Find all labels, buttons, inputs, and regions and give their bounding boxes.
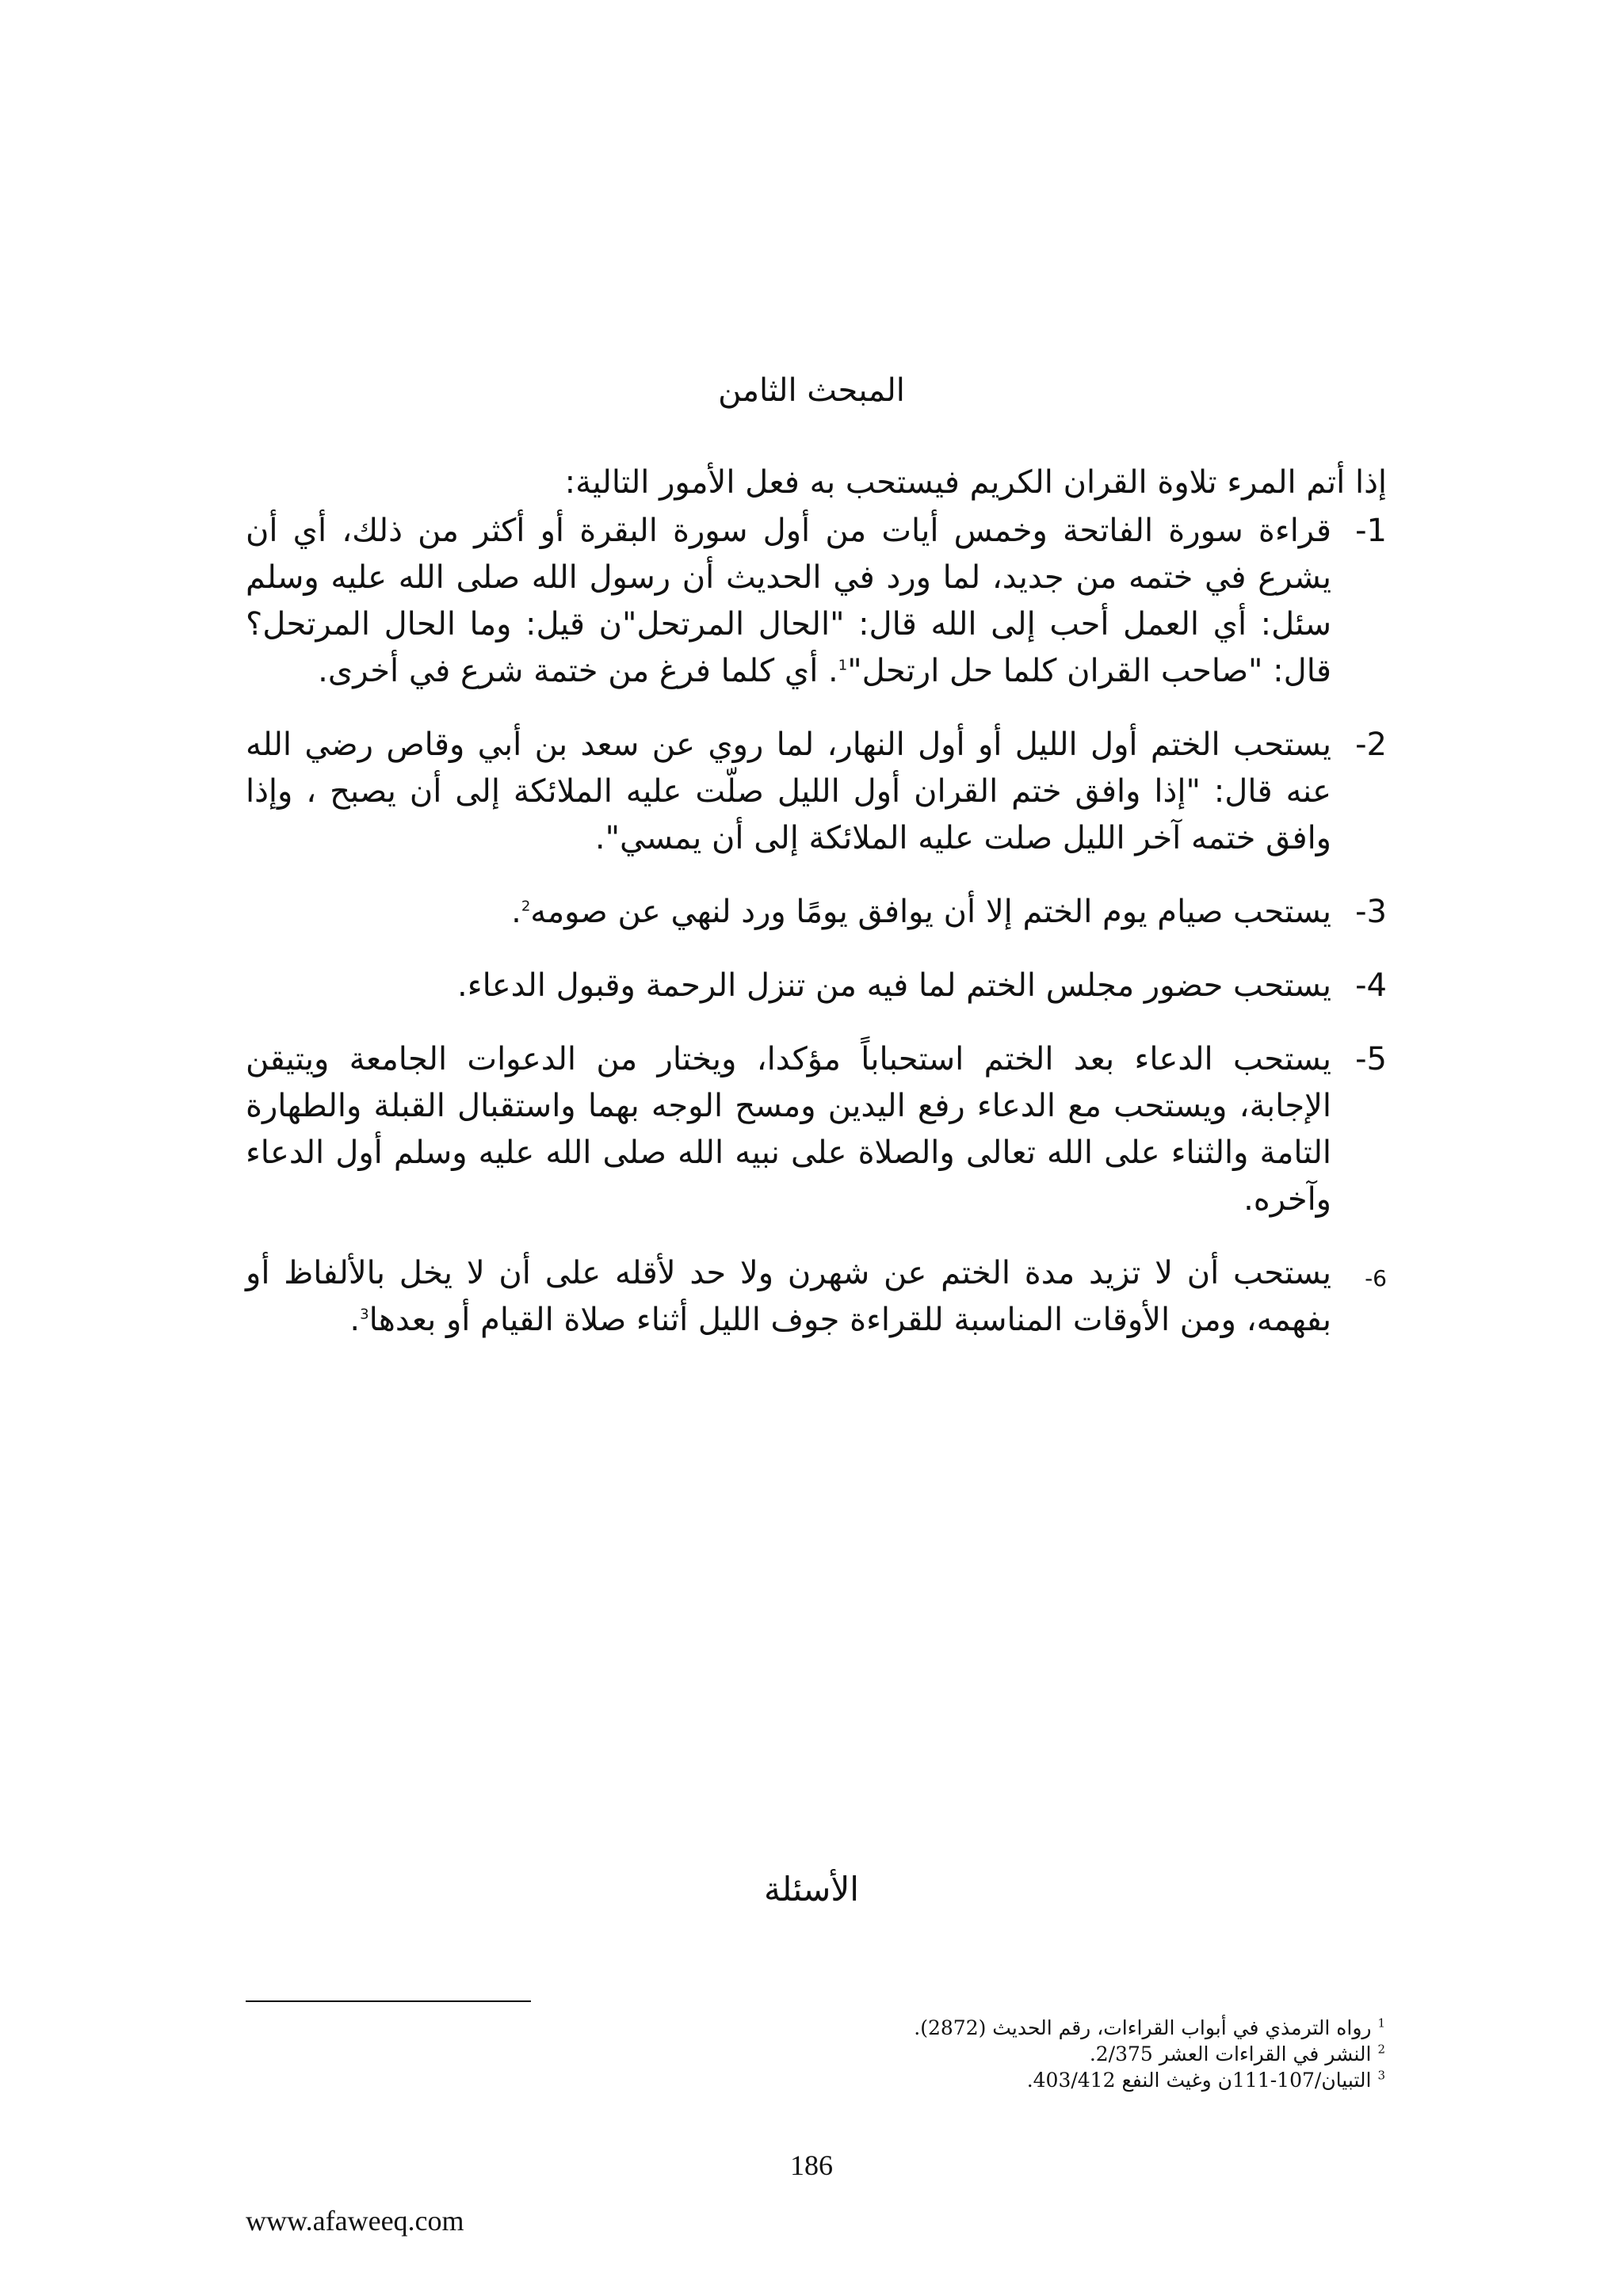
website-link[interactable]: www.afaweeq.com <box>246 2205 464 2237</box>
footnote-3: $^3$ التبيان/107-111ن وغيث النفع 403/412. <box>1026 2068 1385 2092</box>
footnote-2: $^2$ النشر في القراءات العشر 2/375. <box>1089 2042 1385 2065</box>
item-text: يستحب الختم أول الليل أو أول النهار، لما روي عن سعد بن أبي وقاص رضي الله عنه قال: "إذا وافق ختم القران أول الليل صلّت عليه الملائكة إلى أن يصبح ، وإذا وافق ختمه آخر الليل صلت عليه الملائكة إلى أن يمسي". <box>246 727 1331 856</box>
item-number: 2- <box>1355 727 1387 763</box>
footnote-ref[interactable]: 2 <box>521 898 531 915</box>
footnotes <box>276 2015 1385 2093</box>
item-number: 5- <box>1355 1041 1387 1077</box>
item-number: 6- <box>1365 1265 1387 1291</box>
list-item-5 <box>246 1036 1387 1223</box>
intro-paragraph: إذا أتم المرء تلاوة القران الكريم فيستحب به فعل الأمور التالية: <box>564 464 1387 501</box>
list-item-6 <box>246 1250 1387 1344</box>
footnote-ref[interactable]: 3 <box>360 1306 369 1323</box>
footnote-divider <box>246 2000 531 2002</box>
list-item-4 <box>246 963 1387 1009</box>
item-text: قراءة سورة الفاتحة وخمس أيات من أول سورة البقرة أو أكثر من ذلك، أي أن يشرع في ختمه من جديد، لما ورد في الحديث أن رسول الله صلى الله عليه وسلم سئل: أي العمل أحب إلى الله قال: "الحال المرتحل"ن قيل: وما الحال المرتحل؟ قال: "صاحب القران كلما حل ارتحل"$^1$. أي كلما فرغ من ختمة شرع في أخرى. <box>246 513 1331 689</box>
item-text: يستحب حضور مجلس الختم لما فيه من تنزل الرحمة وقبول الدعاء. <box>457 967 1331 1004</box>
page-number: 186 <box>790 2149 833 2181</box>
list-item-1 <box>246 508 1387 695</box>
footnote-ref[interactable]: 1 <box>838 657 848 674</box>
questions-heading: الأسئلة <box>764 1870 859 1909</box>
item-number: 4- <box>1355 967 1387 1004</box>
item-text: يستحب الدعاء بعد الختم استحباباً مؤكدا، ويختار من الدعوات الجامعة ويتيقن الإجابة، ويستحب مع الدعاء رفع اليدين ومسح الوجه بهما واستقبال القبلة والطهارة التامة والثناء على الله تعالى والصلاة على نبيه الله صلى الله عليه وسلم أول الدعاء وآخره. <box>246 1041 1331 1218</box>
item-text: يستحب صيام يوم الختم إلا أن يوافق يومًا ورد لنهي عن صومه$^2$. <box>511 894 1331 930</box>
item-number: 1- <box>1355 513 1387 549</box>
footnote-1: $^1$ رواه الترمذي في أبواب القراءات، رقم الحديث (2872). <box>914 2016 1385 2039</box>
item-text: يستحب أن لا تزيد مدة الختم عن شهرن ولا حد لأقله على أن لا يخل بالألفاظ أو بفهمه، ومن الأوقات المناسبة للقراءة جوف الليل أثناء صلاة القيام أو بعدها$^3$. <box>246 1255 1331 1338</box>
main-text <box>246 460 1387 1371</box>
section-title: المبحث الثامن <box>718 372 905 409</box>
item-number: 3- <box>1355 894 1387 930</box>
list-item-3 <box>246 889 1387 936</box>
list-item-2 <box>246 722 1387 862</box>
